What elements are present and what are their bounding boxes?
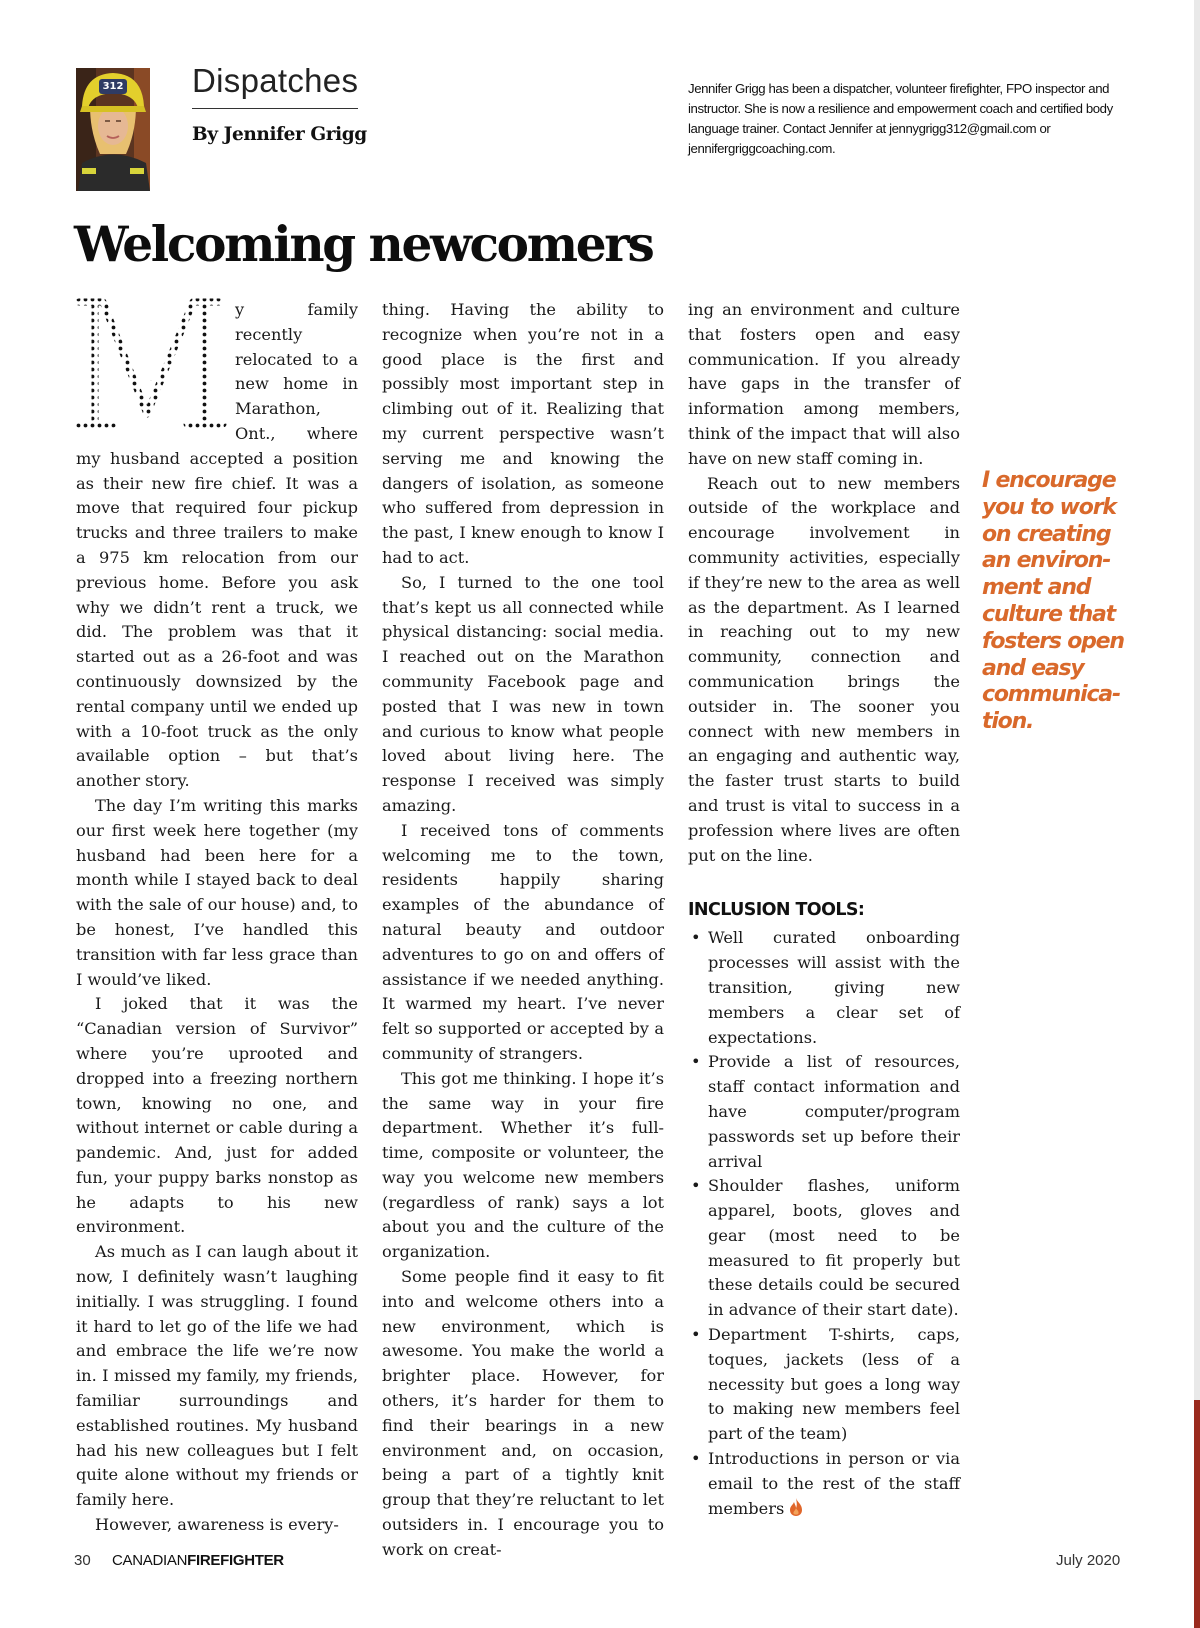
article-column-1 — [76, 298, 358, 1538]
paragraph: However, awareness is every- — [95, 1515, 339, 1535]
page-edge — [1194, 0, 1200, 1628]
pull-quote-line: and easy — [982, 655, 1084, 681]
title-rule — [192, 108, 358, 109]
pull-quote-line: on creating — [982, 521, 1111, 547]
flame-icon — [788, 1497, 804, 1517]
pull-quote-line: I encourage — [982, 468, 1116, 493]
inclusion-tools-heading: INCLUSION TOOLS: — [688, 900, 865, 921]
pull-quote-line: communica- — [982, 682, 1120, 708]
paragraph: Some people find it easy to fit into and welcome others into a new environment, which is awesome. You make the world a brighter place. However, for others, it’s harder for them to find their bearings in a new environment and, on occasion, being a part of a tightly knit group that they’re reluctant to let outsiders in. I encourage you to work on creat- — [382, 1267, 664, 1559]
list-item: • Shoulder flashes, uniform apparel, boots, gloves and gear (most need to be measured to fit properly but these details could be secured in advance of their start date). — [688, 1174, 960, 1323]
paragraph: I received tons of comments welcoming me to the town, residents happily sharing examples of the abundance of natural beauty and outdoor adventures to go on and offers of assistance if we needed anything. It warmed my heart. I’ve never felt so supported or accepted by a community of strangers. — [382, 820, 664, 1063]
column-title: Dispatches — [192, 62, 359, 99]
list-item-text: Introductions in person or via email to the rest of the staff members — [708, 1449, 960, 1518]
list-item: • Well curated onboarding processes will assist with the transition, giving new members a clear set of expectations. — [688, 926, 960, 1050]
headline: Welcoming newcomers — [74, 216, 653, 273]
pull-quote-line: an environ- — [982, 548, 1111, 574]
pull-quote-line: ment and — [982, 575, 1091, 601]
paragraph: The day I’m writing this marks our first week here together (my husband had been here for a month while I stayed back to deal with the sale of our house) and, to be honest, I’ve handled this transition with far less grace than I would’ve liked. — [76, 795, 358, 989]
drop-cap — [75, 296, 227, 438]
issue-date: July 2020 — [1056, 1552, 1121, 1569]
helmet-badge: 312 — [102, 81, 124, 92]
paragraph — [76, 298, 358, 794]
pull-quote-line: fosters open — [982, 628, 1124, 654]
drop-cap-letter: M — [150, 381, 152, 382]
pull-quote-line: tion. — [982, 709, 1034, 735]
magazine-name-bold: FIREFIGHTER — [187, 1552, 284, 1569]
paragraph: Reach out to new members outside of the workplace and encourage involvement in community activities, especially if they’re new to the area as well as the department. As I learned in reaching out to my new community, connection and communication brings the outsider in. The sooner you connect with new members in an engaging and authentic way, the faster trust starts to build and trust is vital to success in a profession where lives are often put on the line. — [688, 473, 960, 865]
byline: By Jennifer Grigg — [192, 124, 367, 145]
paragraph: So, I turned to the one tool that’s kept us all connected while physical distancing: social media. I reached out on the Marathon community Facebook page and posted that I was new in town and curious to know what people loved about living here. The response I received was simply amazing. — [382, 572, 664, 815]
magazine-name — [112, 1552, 284, 1569]
list-item — [688, 1447, 960, 1521]
paragraph-text: y family recently relocated to a new home in Marathon, Ont., where my husband accepted a position as their new fire chief. It was a move that required four pickup trucks and three trailers to make a 975 km relocation from our previous home. Before you ask why we didn’t rent a truck, we did. The problem was that it started out as a 26-foot and was continuously downsized by the rental company until we ended up with a 10-foot truck as the only available option – but that’s another story. — [76, 300, 358, 791]
article-column-2 — [382, 298, 664, 1563]
magazine-name-prefix: CANADIAN — [112, 1552, 188, 1569]
article-column-3 — [688, 298, 960, 1521]
paragraph: I joked that it was the “Canadian version of Survivor” where you’re uprooted and dropped into a freezing northern town, knowing no one, and without internet or cable during a pandemic. And, just for added fun, your puppy barks nonstop as he adapts to his new environment. — [76, 994, 358, 1237]
list-item: • Provide a list of resources, staff contact information and have computer/program passwords set up before their arrival — [688, 1050, 960, 1174]
list-item: • Department T-shirts, caps, toques, jackets (less of a necessity but goes a long way to making new members feel part of the team) — [688, 1323, 960, 1447]
pull-quote-line: culture that — [982, 601, 1115, 627]
paragraph: As much as I can laugh about it now, I definitely wasn’t laughing initially. I was struggling. I found it hard to let go of the life we had and embrace the life we’re now in. I missed my family, my friends, familiar surroundings and established routines. My husband had his new colleagues but I felt quite alone without my friends or family here. — [76, 1242, 358, 1510]
author-photo — [76, 68, 150, 191]
pull-quote-line: you to work — [982, 494, 1116, 520]
paragraph: thing. Having the ability to recognize when you’re not in a good place is the first and possibly most important step in climbing out of it. Realizing that my current perspective wasn’t serving me and knowing the dangers of isolation, as someone who suffered from depression in the past, I knew enough to know I had to act. — [382, 300, 664, 567]
pull-quote — [982, 468, 1142, 736]
inclusion-tools-list — [688, 926, 960, 1521]
page-number: 30 — [74, 1552, 91, 1569]
dotted-letter-m — [75, 296, 227, 438]
paragraph: This got me thinking. I hope it’s the same way in your fire department. Whether it’s full-time, composite or volunteer, the way you welcome new members (regardless of rank) says a lot about you and the culture of the organization. — [382, 1068, 664, 1262]
author-bio: Jennifer Grigg has been a dispatcher, volunteer firefighter, FPO inspector and instructor. She is now a resilience and empowerment coach and certified body language trainer. Contact Jennifer at jennygrigg312@gmail.com or jennifergriggcoaching.com. — [688, 81, 1113, 156]
paragraph: ing an environment and culture that fosters open and easy communication. If you already have gaps in the transfer of information among members, think of the impact that will also have on new staff coming in. — [688, 300, 960, 468]
page-edge-accent — [1194, 1400, 1200, 1628]
